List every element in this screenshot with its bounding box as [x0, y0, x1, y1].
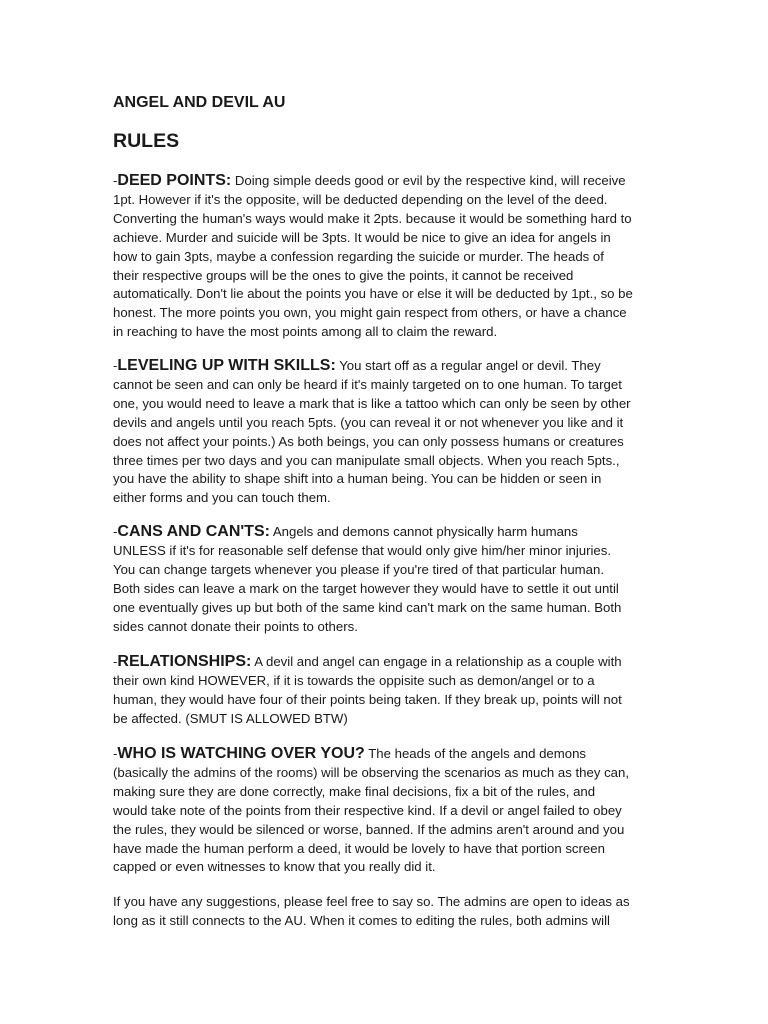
section-leveling-up	[113, 357, 633, 508]
section-dash: -	[113, 524, 118, 539]
section-body: You start off as a regular angel or devil. They cannot be seen and can only be heard if it's mainly targeted on to one human. To target one, you would need to leave a mark that is like a tattoo which can only be seen by other devils and angels until you reach 5pts. (you can reveal it or not whenever you like and it does not affect your points.) As both beings, you can only possess humans or creatures three times per two days and you can manipulate small objects. When you reach 5pts., you have the ability to shape shift into a human being. You can be hidden or seen in either forms and you can touch them.	[113, 358, 631, 506]
section-deed-points	[113, 172, 633, 342]
section-heading: DEED POINTS:	[117, 172, 232, 189]
section-body: The heads of the angels and demons (basically the admins of the rooms) will be observing the scenarios as much as they can, making sure they are done correctly, make final decisions, fix a bit of the rules, and would take note of the points from their respective kind. If a devil or angel failed to obey the rules, they would be silenced or worse, banned. If the admins aren't around and you have made the human perform a deed, it would be lovely to have that portion screen capped or even witnesses to know that you really did it.	[113, 746, 630, 875]
section-body: Angels and demons cannot physically harm humans UNLESS if it's for reasonable self defense that would only give him/her minor injuries. You can change targets whenever you please if you're tired of that particular human. Both sides can leave a mark on the target however they would have to settle it out until one eventually gives up but both of the same kind can't mark on the same human. Both sides cannot donate their points to others.	[113, 524, 622, 634]
document-title: ANGEL AND DEVIL AU	[113, 94, 286, 111]
section-who-is-watching	[113, 745, 633, 877]
section-dash: -	[113, 173, 118, 188]
section-relationships	[113, 653, 633, 729]
section-dash: -	[113, 746, 118, 761]
section-cans-and-cants	[113, 523, 633, 636]
section-dash: -	[113, 358, 118, 373]
section-heading: WHO IS WATCHING OVER YOU?	[117, 745, 365, 762]
section-heading: RELATIONSHIPS:	[117, 653, 252, 670]
section-body: Doing simple deeds good or evil by the respective kind, will receive 1pt. However if it's the opposite, will be deducted depending on the level of the deed. Converting the human's ways would make it 2pts. because it would be something hard to achieve. Murder and suicide will be 3pts. It would be nice to give an idea for angels in how to gain 3pts, maybe a confession regarding the suicide or murder. The heads of their respective groups will be the ones to give the points, it cannot be received automatically. Don't lie about the points you have or else it will be deducted by 1pt., so be honest. The more points you own, you might gain respect from others, or have a chance in reaching to have the most points among all to claim the reward.	[113, 173, 633, 340]
section-heading: CANS AND CAN'TS:	[117, 523, 270, 540]
section-dash: -	[113, 654, 118, 669]
closing-paragraph: If you have any suggestions, please feel free to say so. The admins are open to ideas as long as it still connects to the AU. When it comes to editing the rules, both admins will	[113, 894, 630, 928]
section-heading: LEVELING UP WITH SKILLS:	[117, 357, 336, 374]
rules-heading: RULES	[113, 130, 180, 152]
section-body: A devil and angel can engage in a relationship as a couple with their own kind HOWEVER, if it is towards the oppisite such as demon/angel or to a human, they would have four of their points being taken. If they break up, points will not be affected. (SMUT IS ALLOWED BTW)	[113, 654, 622, 726]
